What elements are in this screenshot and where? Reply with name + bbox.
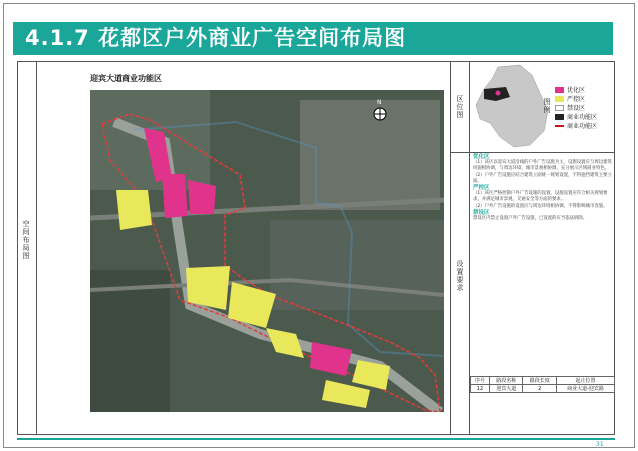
legend-item: 严控区 [555, 94, 597, 103]
legend-label: 图例 [543, 98, 551, 114]
section-label: 空间布局图 [22, 220, 30, 260]
map-divider [450, 61, 451, 435]
satellite-map[interactable] [90, 90, 444, 412]
table-row: 12 迎宾大道 2 商业大道-迎宾路 [471, 385, 615, 393]
page-number: 31 [596, 441, 604, 448]
legend-item: 商业功能区 [555, 121, 597, 130]
road-table [470, 376, 615, 393]
req-paragraph: （2）户外广告设施应结合建筑立面统一规划设置，不得遮挡建筑主要立面。 [473, 172, 612, 184]
north-label: N [377, 99, 382, 106]
legend-item: 商业功能区 [555, 112, 597, 121]
legend [555, 85, 597, 130]
req-paragraph: （2）户外广告设施的设置应与周边环境相协调，不得影响城市容貌。 [473, 203, 608, 209]
req-paragraph: （1）该区严格控制户外广告设施的设置，设施设置应符合相关规划要求，并满足城市景观、交通安全等方面的要求。 [473, 191, 608, 203]
left-divider [36, 61, 37, 435]
location-label: 区位图 [456, 95, 464, 119]
legend-item: 禁设区 [555, 103, 597, 112]
req-paragraph: （1）该区以迎宾大道沿线的户外广告设施为主，设施设置应与周边建筑风貌相协调，与周边环境、城市景观相协调，充分展示区域商业特色。 [473, 160, 612, 172]
zone-optimize-2 [162, 174, 188, 218]
zone-control-1 [116, 190, 152, 230]
settings-label: 设置要求 [456, 260, 464, 292]
req-heading: 禁设区 [473, 209, 490, 216]
req-heading: 优化区 [473, 154, 490, 160]
req-paragraph: 禁设区内禁止设置户外广告设施，已设置的应当依法拆除。 [473, 216, 588, 222]
requirements-text [470, 152, 615, 374]
req-heading: 严控区 [473, 185, 490, 192]
page-title: 4.1.7 花都区户外商业广告空间布局图 [13, 22, 613, 55]
table-header-row: 序号 路段名称 路段长度 起止位置 [471, 377, 615, 385]
map-svg [90, 90, 444, 412]
legend-item: 优化区 [555, 85, 597, 94]
zone-optimize-3 [188, 180, 216, 214]
map-title: 迎宾大道商业功能区 [90, 74, 162, 83]
footer-bar [17, 438, 615, 440]
